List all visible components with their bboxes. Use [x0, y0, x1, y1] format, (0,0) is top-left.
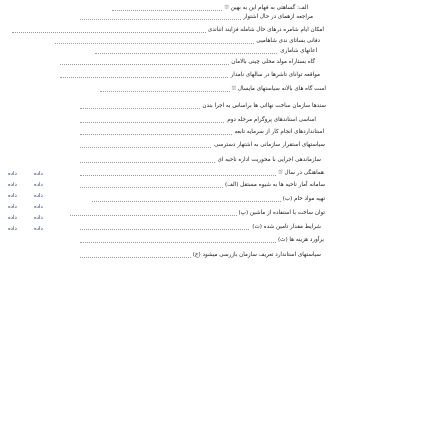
entry-line: [95, 46, 317, 57]
label-text: داده: [8, 182, 17, 188]
entry-text: هماهنگی در سال ⛆: [276, 168, 324, 179]
entry-line: [80, 127, 324, 138]
entry-line: [12, 25, 324, 36]
entry-text: الف: گساهتی به فهام این به بهین ⛆: [223, 3, 309, 14]
entry-text: توان ساخت با استفاده از ماشین (پ): [237, 208, 326, 219]
entry-text: استانداردهای انجام کار از سرمایه تابعه: [232, 127, 324, 138]
entry-text: تهیه مواد خام (ب): [281, 194, 325, 205]
label-text: داده: [8, 215, 17, 221]
label-row: [8, 181, 48, 191]
label-text: داده: [8, 171, 17, 177]
entry-text: سازماندهی اجرایی با محوریت اداره ناحیه ای: [215, 155, 321, 166]
entry-line: [80, 235, 324, 246]
entry-text: گاه بستاراه مولد محلی چینی بالامان: [229, 57, 315, 68]
entry-line: [80, 250, 321, 261]
entry-text: امکان ایام شامره درهای حال شامله فزایند انناندی: [206, 25, 324, 36]
entry-line: [70, 208, 325, 219]
label-text-secondary: داده: [34, 204, 43, 210]
label-row: [8, 203, 48, 213]
entry-line: [60, 57, 315, 68]
entry-text: شرایط مقدار تامین شده (ت): [250, 222, 321, 233]
label-text: داده: [8, 204, 17, 210]
entry-line: [80, 180, 325, 191]
entry-line: [80, 101, 326, 112]
label-row: [8, 170, 48, 180]
entry-text: سیاستهای استقرار سازمانی به اشتهار دسترسی: [212, 140, 325, 151]
label-text: داده: [8, 193, 17, 199]
entry-line: [80, 155, 321, 166]
entry-text: مواقعه توانای تاشرها در سالهای نامدار: [229, 70, 320, 81]
label-text-secondary: داده: [34, 193, 43, 199]
label-text: داده: [8, 226, 17, 232]
entry-line: [100, 84, 326, 95]
label-row: [8, 192, 48, 202]
label-text-secondary: داده: [34, 182, 43, 188]
entry-line: [92, 194, 325, 205]
entry-text: دفانی بساتای ندی شاهامیی: [254, 36, 320, 47]
label-text-secondary: داده: [34, 226, 43, 232]
label-row: [8, 214, 48, 224]
entry-line: [80, 168, 324, 179]
entry-line: [80, 140, 325, 151]
label-row: [8, 225, 48, 235]
entry-text: است گاه های بالانه سیاستهای مایسال ⛆: [230, 84, 326, 95]
entry-text: مراجعه ازهمای در حال اشتوار: [241, 12, 313, 23]
entry-line: [80, 115, 316, 126]
entry-text: اساسی استاندهای پروگرام مرحله دوم: [225, 115, 316, 126]
entry-line: [80, 222, 321, 233]
entry-text: برآورد هزینه ها (ث): [276, 235, 324, 246]
label-text-secondary: داده: [34, 215, 43, 221]
entry-text: اعانهای شاماری: [278, 46, 317, 57]
entry-line: [80, 12, 313, 23]
entry-text: سندها سازمان ساخت نهاانی ها براساس به اجرا بندن: [200, 101, 326, 112]
label-text-secondary: داده: [34, 171, 43, 177]
entry-line: [60, 70, 320, 81]
entry-text: سیاستهای استاندارد تعریف سازمان بازرسی میشود (ج): [191, 250, 321, 261]
entry-text: سامانه آمار ناحیه ها به شیوه مستقل (الف): [223, 180, 325, 191]
